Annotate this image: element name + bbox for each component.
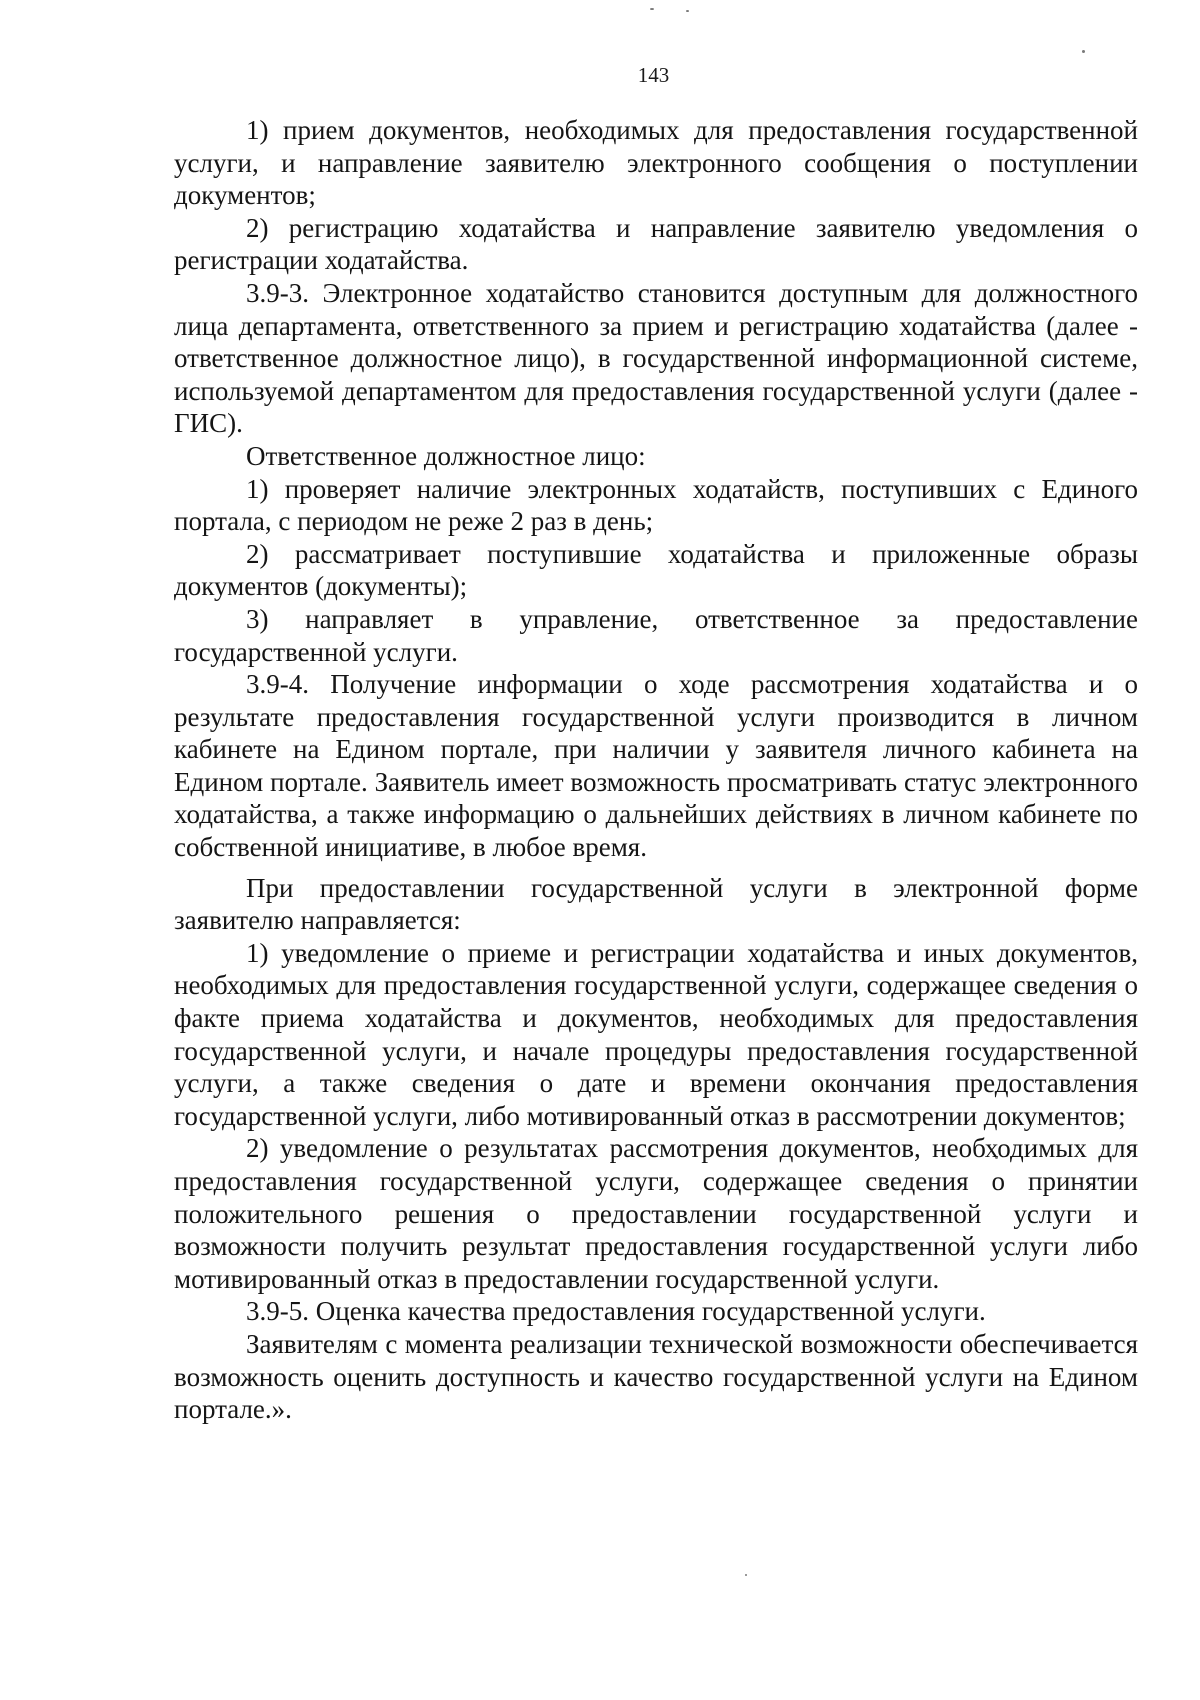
scan-speck [686,10,689,12]
paragraph: 1) прием документов, необходимых для предоставления государственной услуги, и направление заявителю электронного сообщения о поступлении документов; [174,115,1138,211]
scan-speck [650,8,654,10]
page-number: 143 [637,63,670,87]
document-body [174,114,1138,1426]
paragraph: Ответственное должностное лицо: [246,440,646,471]
paragraph: При предоставлении государственной услуги в электронной форме заявителю направляется: [174,872,1138,936]
scan-speck [745,1574,747,1576]
paragraph: 1) проверяет наличие электронных ходатайств, поступивших с Единого портала, с периодом не реже 2 раз в день; [174,473,1138,537]
paragraph: 3.9-4. Получение информации о ходе рассмотрения ходатайства и о результате предоставления государственной услуги производится в личном кабинете на Едином портале, при наличии у заявителя личного кабинета на Едином портале. Заявитель имеет возможность просматривать статус электронного ходатайства, а также информацию о дальнейших действиях в личном кабинете по собственной инициативе, в любое время. [174,669,1138,863]
paragraph: 3) направляет в управление, ответственное за предоставление государственной услуги. [174,603,1138,667]
scan-speck [1082,50,1085,53]
paragraph: 3.9-5. Оценка качества предоставления государственной услуги. [246,1296,986,1327]
paragraph: 2) уведомление о результатах рассмотрения документов, необходимых для предоставления государственной услуги, содержащее сведения о принятии положительного решения о предоставлении государственной услуги и возможности получить результат предоставления государственной услуги либо мотивированный отказ в предоставлении государственной услуги. [174,1133,1138,1294]
paragraph: 2) рассматривает поступившие ходатайства и приложенные образы документов (документы); [174,538,1138,602]
paragraph: 3.9-3. Электронное ходатайство становится доступным для должностного лица департамента, ответственного за прием и регистрацию ходатайства (далее - ответственное должностное лицо), в государственной информационной системе, используемой департаментом для предоставления государственной услуги (далее - ГИС). [174,277,1138,439]
paragraph: 2) регистрацию ходатайства и направление заявителю уведомления о регистрации ходатайства. [174,212,1138,276]
paragraph: 1) уведомление о приеме и регистрации ходатайства и иных документов, необходимых для предоставления государственной услуги, содержащее сведения о факте приема ходатайства и документов, необходимых для предоставления государственной услуги, и начале процедуры предоставления государственной услуги, а также сведения о дате и времени окончания предоставления государственной услуги, либо мотивированный отказ в рассмотрении документов; [174,937,1138,1131]
paragraph: Заявителям с момента реализации технической возможности обеспечивается возможность оценить доступность и качество государственной услуги на Едином портале.». [174,1328,1138,1425]
